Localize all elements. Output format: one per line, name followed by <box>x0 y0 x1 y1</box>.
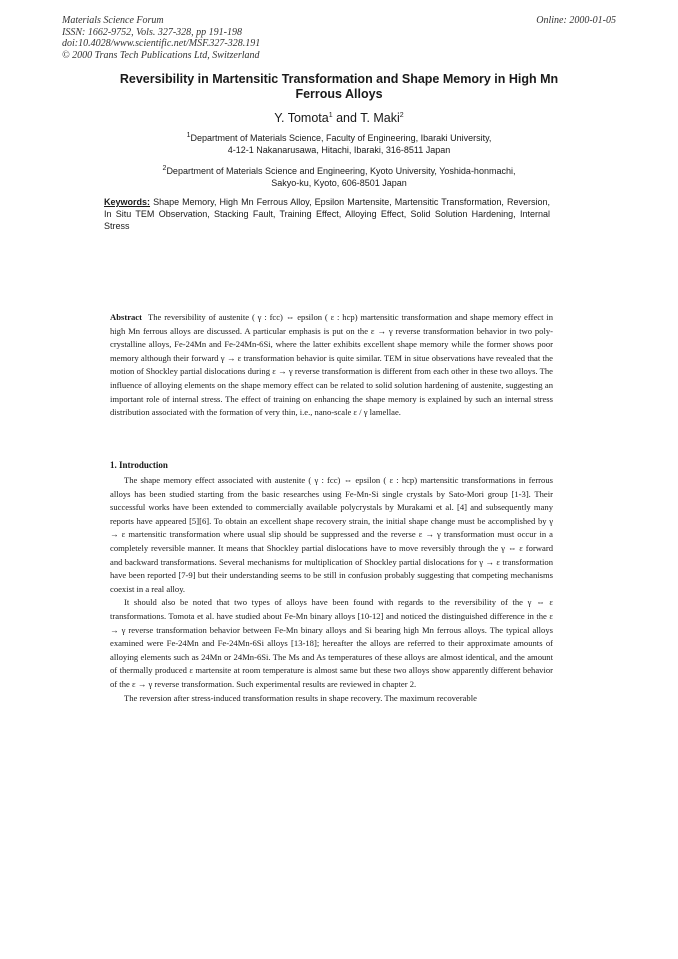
introduction-body <box>110 474 553 705</box>
keywords-label: Keywords: <box>104 197 151 207</box>
online-date: Online: 2000-01-05 <box>536 15 616 26</box>
affiliation-2-line1: Department of Materials Science and Engineering, Kyoto University, Yoshida-honmachi, <box>166 166 516 176</box>
affiliation-1-line1: Department of Materials Science, Faculty of Engineering, Ibaraki University, <box>190 133 492 143</box>
journal-name: Materials Science Forum <box>62 15 164 26</box>
section-heading-introduction: 1. Introduction <box>110 460 168 470</box>
issn-line: ISSN: 1662-9752, Vols. 327-328, pp 191-198 <box>62 26 242 38</box>
author-conj: and <box>332 111 361 125</box>
abstract <box>110 311 553 420</box>
affiliation-1 <box>100 130 578 156</box>
abstract-text: The reversibility of austenite ( γ : fcc) ⇔ epsilon ( ε : hcp) martensitic transformation and shape memory effect in high Mn ferrous alloys are discussed. A particular emphasis is put on the ε → γ reverse transformation behavior in two poly-crystalline alloys, Fe-24Mn and Fe-24Mn-6Si, where the latter exhibits excellent shape memory while the former shows poor memory although their forward γ → ε transformation behavior is quite similar. TEM in situe observations have revealed that the motion of Shockley partial dislocations during ε → γ reverse transformation is different from each other in these two alloys. The influence of alloying elements on the shape memory effect can be related to solid solution hardening of austenite, suggesting an important role of internal stress. The effect of training on enhancing the shape memory is explained by such an internal stress distribution associated with the formation of very thin, i.e., nano-scale ε / γ lamellae. <box>110 312 553 418</box>
affiliation-1-mark: 1 <box>186 132 191 139</box>
intro-paragraph-2: It should also be noted that two types of alloys have been found with regards to the reversibility of the γ ⇔ ε transformations. Tomota et al. have studied about Fe-Mn binary alloys [10-12] and noticed the distinguished difference in the ε → γ reverse transformation behavior between Fe-Mn binary alloys and Si bearing high Mn ferrous alloys. The typical alloys examined were Fe-24Mn and Fe-24Mn-6Si alloys [13-18]; hereafter the alloys are referred to their approximate amounts of alloying elements such as 24Mn or 24Mn-6Si. The Ms and As temperatures of these alloys are almost identical, and the amount of thermally produced ε martensite at room temperature is almost same but these two alloys show apparently different behavior of the ε → γ reverse transformation. Such experimental results are reviewed in chapter 2. <box>110 597 553 689</box>
author-1: Y. Tomota <box>274 111 329 125</box>
affiliation-1-line2: 4-12-1 Nakanarusawa, Hitachi, Ibaraki, 316-8511 Japan <box>227 145 451 155</box>
author-1-mark: 1 <box>328 111 333 119</box>
intro-paragraph-1: The shape memory effect associated with austenite ( γ : fcc) ⇔ epsilon ( ε : hcp) martensitic transformations in ferrous alloys has been studied starting from the basic researches using Fe-Mn-Si single crystals by Sato-Mori group [1-3]. Their successful works have been extended to commercially available polycrystals by Murakami et al. [4] and subsequently many reports have appeared [5][6]. To obtain an excellent shape recovery strain, the initial shape change must be accomplished by γ → ε martensitic transformation where usual slip should be suppressed and the reverse ε → γ transformation must occur in a completely reversible manner. It means that Shockley partial dislocations have to move reversibly through the γ ⇔ ε forward and backward transformations. Several mechanisms for multiplication of Shockley partial dislocations for γ → ε transformation have been reported [7-9] but their understanding seems to be still in confusion probably suggesting that competing mechanisms coexist in a real alloy. <box>110 475 553 594</box>
author-line <box>100 111 578 125</box>
affiliation-2 <box>100 163 578 189</box>
author-2-mark: 2 <box>399 111 404 119</box>
abstract-label: Abstract <box>110 312 142 322</box>
keywords <box>104 196 550 232</box>
paper-title: Reversibility in Martensitic Transformation and Shape Memory in High Mn Ferrous Alloys <box>119 72 559 101</box>
author-2: T. Maki <box>360 111 400 125</box>
copyright-line: © 2000 Trans Tech Publications Ltd, Switzerland <box>62 49 260 61</box>
affiliation-2-line2: Sakyo-ku, Kyoto, 606-8501 Japan <box>271 178 407 188</box>
intro-paragraph-3: The reversion after stress-induced transformation results in shape recovery. The maximum recoverable <box>124 692 477 703</box>
keywords-text: Shape Memory, High Mn Ferrous Alloy, Epsilon Martensite, Martensitic Transformation, Reversion, In Situ TEM Observation, Stacking Fault, Training Effect, Alloying Effect, Solid Solution Hardening, Internal Stress <box>104 197 550 231</box>
affiliation-2-mark: 2 <box>162 165 167 172</box>
publication-info <box>62 15 260 61</box>
doi-link[interactable]: doi:10.4028/www.scientific.net/MSF.327-328.191 <box>62 38 261 49</box>
